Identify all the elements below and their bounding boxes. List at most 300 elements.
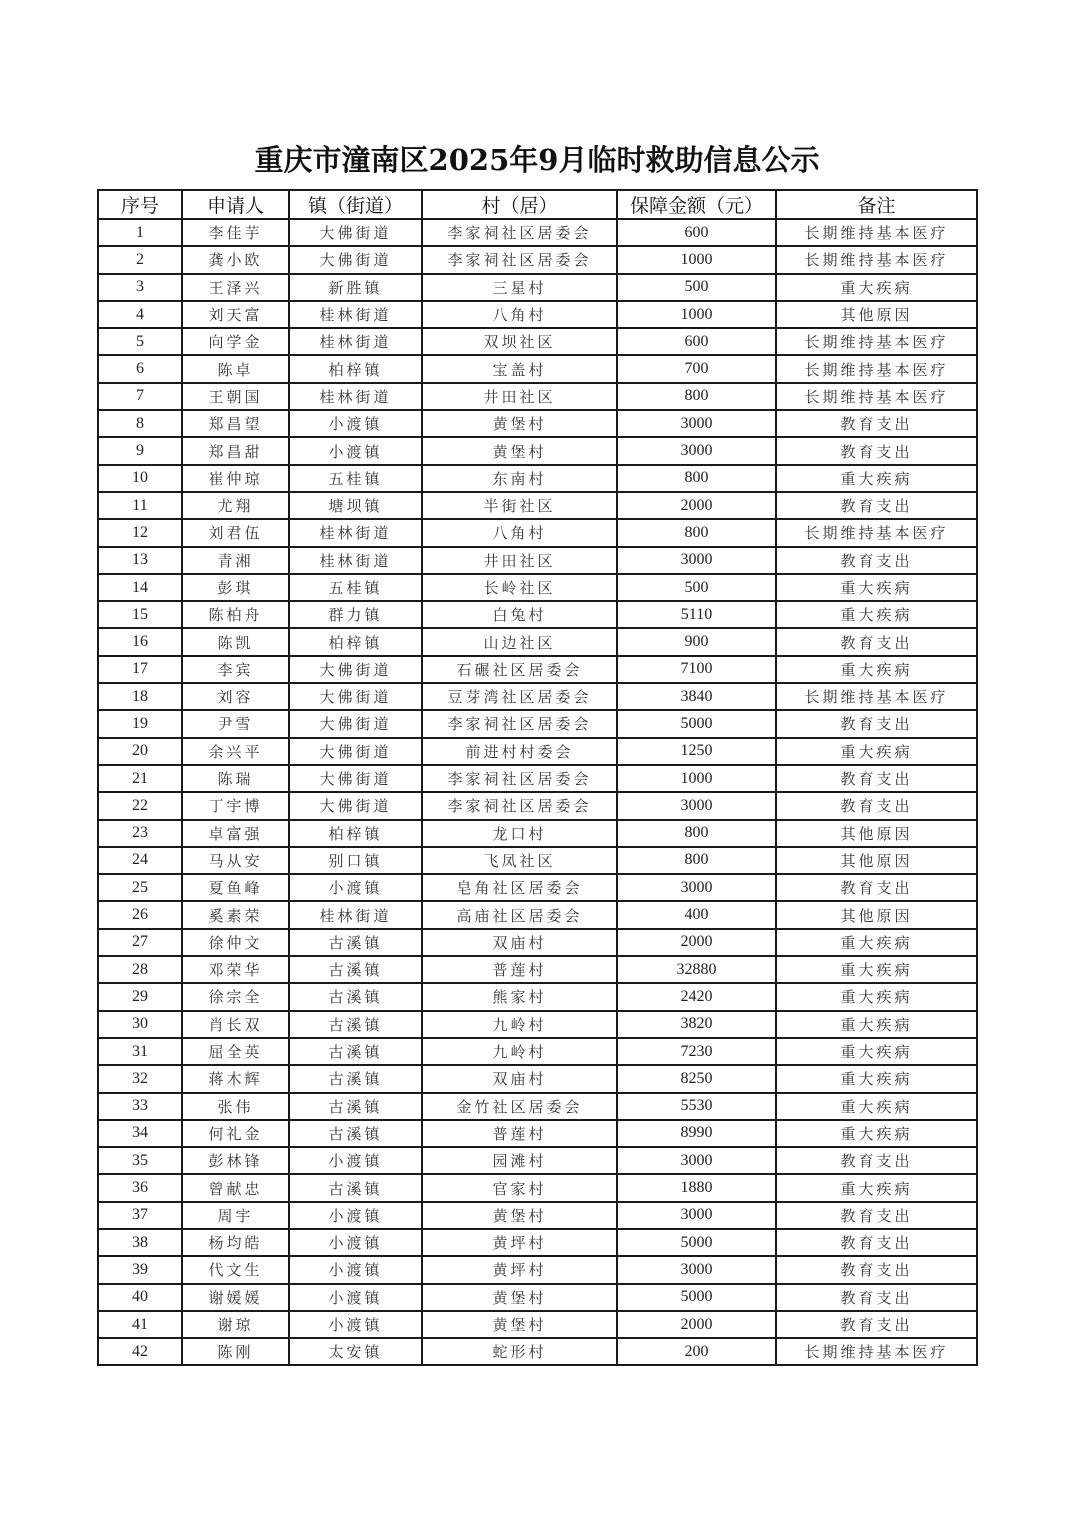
table-row xyxy=(98,792,977,819)
table-row xyxy=(98,1229,977,1256)
cell-serial: 1 xyxy=(98,219,182,246)
table-row xyxy=(98,1093,977,1120)
table-row xyxy=(98,1311,977,1338)
cell-serial: 35 xyxy=(98,1147,182,1174)
cell-amount: 700 xyxy=(617,355,776,382)
cell-applicant: 奚素荣 xyxy=(182,901,289,928)
cell-remarks: 其他原因 xyxy=(776,820,977,847)
cell-village: 黄坪村 xyxy=(422,1256,617,1283)
cell-applicant: 彭琪 xyxy=(182,574,289,601)
table-row xyxy=(98,1338,977,1365)
cell-serial: 11 xyxy=(98,492,182,519)
cell-serial: 19 xyxy=(98,710,182,737)
cell-amount: 600 xyxy=(617,328,776,355)
cell-amount: 3000 xyxy=(617,1147,776,1174)
cell-village: 李家祠社区居委会 xyxy=(422,219,617,246)
cell-amount: 3000 xyxy=(617,1256,776,1283)
cell-amount: 8250 xyxy=(617,1065,776,1092)
cell-town: 小渡镇 xyxy=(289,410,422,437)
cell-remarks: 重大疾病 xyxy=(776,929,977,956)
cell-serial: 23 xyxy=(98,820,182,847)
cell-amount: 800 xyxy=(617,847,776,874)
table-row xyxy=(98,1147,977,1174)
cell-amount: 3000 xyxy=(617,547,776,574)
cell-amount: 800 xyxy=(617,465,776,492)
cell-town: 桂林街道 xyxy=(289,328,422,355)
cell-village: 九岭村 xyxy=(422,1011,617,1038)
cell-applicant: 夏鱼峰 xyxy=(182,874,289,901)
cell-remarks: 教育支出 xyxy=(776,1147,977,1174)
cell-town: 大佛街道 xyxy=(289,710,422,737)
cell-applicant: 谢媛媛 xyxy=(182,1284,289,1311)
cell-applicant: 杨均皓 xyxy=(182,1229,289,1256)
cell-town: 古溪镇 xyxy=(289,1038,422,1065)
cell-town: 古溪镇 xyxy=(289,983,422,1010)
cell-serial: 32 xyxy=(98,1065,182,1092)
header-applicant: 申请人 xyxy=(182,190,289,219)
cell-village: 蛇形村 xyxy=(422,1338,617,1365)
cell-remarks: 长期维持基本医疗 xyxy=(776,355,977,382)
cell-amount: 1000 xyxy=(617,301,776,328)
table-row xyxy=(98,1284,977,1311)
cell-village: 高庙社区居委会 xyxy=(422,901,617,928)
cell-applicant: 徐仲文 xyxy=(182,929,289,956)
cell-village: 九岭村 xyxy=(422,1038,617,1065)
cell-village: 黄堡村 xyxy=(422,1202,617,1229)
table-row xyxy=(98,601,977,628)
cell-remarks: 重大疾病 xyxy=(776,274,977,301)
cell-amount: 1880 xyxy=(617,1174,776,1201)
cell-applicant: 尤翔 xyxy=(182,492,289,519)
cell-applicant: 崔仲琼 xyxy=(182,465,289,492)
cell-remarks: 重大疾病 xyxy=(776,1038,977,1065)
cell-serial: 33 xyxy=(98,1093,182,1120)
cell-town: 群力镇 xyxy=(289,601,422,628)
cell-applicant: 陈柏舟 xyxy=(182,601,289,628)
cell-village: 李家祠社区居委会 xyxy=(422,246,617,273)
cell-remarks: 教育支出 xyxy=(776,1284,977,1311)
table-row xyxy=(98,355,977,382)
cell-applicant: 刘君伍 xyxy=(182,519,289,546)
cell-town: 桂林街道 xyxy=(289,901,422,928)
cell-village: 李家祠社区居委会 xyxy=(422,710,617,737)
cell-amount: 500 xyxy=(617,574,776,601)
cell-serial: 42 xyxy=(98,1338,182,1365)
cell-serial: 5 xyxy=(98,328,182,355)
cell-village: 李家祠社区居委会 xyxy=(422,792,617,819)
cell-village: 熊家村 xyxy=(422,983,617,1010)
cell-town: 小渡镇 xyxy=(289,1284,422,1311)
cell-applicant: 肖长双 xyxy=(182,1011,289,1038)
cell-serial: 29 xyxy=(98,983,182,1010)
cell-village: 豆芽湾社区居委会 xyxy=(422,683,617,710)
cell-amount: 3000 xyxy=(617,437,776,464)
cell-remarks: 教育支出 xyxy=(776,1311,977,1338)
cell-applicant: 陈卓 xyxy=(182,355,289,382)
cell-applicant: 王泽兴 xyxy=(182,274,289,301)
cell-remarks: 其他原因 xyxy=(776,847,977,874)
cell-applicant: 向学金 xyxy=(182,328,289,355)
cell-remarks: 教育支出 xyxy=(776,628,977,655)
cell-serial: 4 xyxy=(98,301,182,328)
table-row xyxy=(98,1174,977,1201)
cell-applicant: 陈瑞 xyxy=(182,765,289,792)
cell-town: 小渡镇 xyxy=(289,1202,422,1229)
cell-applicant: 龚小欧 xyxy=(182,246,289,273)
cell-town: 桂林街道 xyxy=(289,519,422,546)
cell-amount: 2000 xyxy=(617,492,776,519)
cell-town: 古溪镇 xyxy=(289,1065,422,1092)
cell-applicant: 邓荣华 xyxy=(182,956,289,983)
cell-applicant: 周宇 xyxy=(182,1202,289,1229)
cell-village: 黄堡村 xyxy=(422,1311,617,1338)
cell-remarks: 重大疾病 xyxy=(776,983,977,1010)
cell-town: 古溪镇 xyxy=(289,1093,422,1120)
cell-serial: 31 xyxy=(98,1038,182,1065)
table-row xyxy=(98,983,977,1010)
cell-applicant: 郑昌甜 xyxy=(182,437,289,464)
cell-town: 柏梓镇 xyxy=(289,355,422,382)
cell-village: 金竹社区居委会 xyxy=(422,1093,617,1120)
cell-remarks: 重大疾病 xyxy=(776,1174,977,1201)
cell-amount: 800 xyxy=(617,519,776,546)
header-village: 村（居） xyxy=(422,190,617,219)
table-row xyxy=(98,1120,977,1147)
cell-serial: 34 xyxy=(98,1120,182,1147)
cell-applicant: 尹雪 xyxy=(182,710,289,737)
relief-table xyxy=(97,189,978,1366)
cell-amount: 2000 xyxy=(617,1311,776,1338)
cell-remarks: 长期维持基本医疗 xyxy=(776,246,977,273)
cell-amount: 500 xyxy=(617,274,776,301)
cell-amount: 2000 xyxy=(617,929,776,956)
table-row xyxy=(98,1202,977,1229)
cell-town: 古溪镇 xyxy=(289,1120,422,1147)
cell-serial: 15 xyxy=(98,601,182,628)
cell-remarks: 重大疾病 xyxy=(776,1065,977,1092)
cell-village: 飞凤社区 xyxy=(422,847,617,874)
cell-town: 小渡镇 xyxy=(289,1147,422,1174)
cell-serial: 40 xyxy=(98,1284,182,1311)
cell-amount: 3000 xyxy=(617,792,776,819)
cell-remarks: 其他原因 xyxy=(776,301,977,328)
cell-village: 双坝社区 xyxy=(422,328,617,355)
cell-remarks: 教育支出 xyxy=(776,1202,977,1229)
cell-town: 五桂镇 xyxy=(289,574,422,601)
table-row xyxy=(98,328,977,355)
cell-serial: 7 xyxy=(98,383,182,410)
cell-serial: 16 xyxy=(98,628,182,655)
cell-amount: 5000 xyxy=(617,1229,776,1256)
table-row xyxy=(98,929,977,956)
cell-amount: 3000 xyxy=(617,874,776,901)
table-row xyxy=(98,492,977,519)
cell-village: 长岭社区 xyxy=(422,574,617,601)
header-serial: 序号 xyxy=(98,190,182,219)
table-row xyxy=(98,765,977,792)
cell-town: 小渡镇 xyxy=(289,874,422,901)
cell-amount: 3000 xyxy=(617,1202,776,1229)
cell-amount: 600 xyxy=(617,219,776,246)
table-row xyxy=(98,410,977,437)
cell-serial: 12 xyxy=(98,519,182,546)
cell-serial: 30 xyxy=(98,1011,182,1038)
cell-village: 三星村 xyxy=(422,274,617,301)
header-remarks: 备注 xyxy=(776,190,977,219)
cell-remarks: 教育支出 xyxy=(776,792,977,819)
cell-remarks: 重大疾病 xyxy=(776,601,977,628)
cell-remarks: 重大疾病 xyxy=(776,956,977,983)
cell-amount: 400 xyxy=(617,901,776,928)
cell-serial: 27 xyxy=(98,929,182,956)
cell-applicant: 张伟 xyxy=(182,1093,289,1120)
cell-serial: 6 xyxy=(98,355,182,382)
table-row xyxy=(98,656,977,683)
cell-town: 桂林街道 xyxy=(289,301,422,328)
cell-serial: 10 xyxy=(98,465,182,492)
cell-remarks: 教育支出 xyxy=(776,437,977,464)
cell-serial: 39 xyxy=(98,1256,182,1283)
table-row xyxy=(98,874,977,901)
cell-serial: 36 xyxy=(98,1174,182,1201)
cell-serial: 38 xyxy=(98,1229,182,1256)
cell-applicant: 陈刚 xyxy=(182,1338,289,1365)
cell-amount: 200 xyxy=(617,1338,776,1365)
cell-village: 白兔村 xyxy=(422,601,617,628)
cell-village: 普莲村 xyxy=(422,956,617,983)
cell-town: 别口镇 xyxy=(289,847,422,874)
cell-serial: 37 xyxy=(98,1202,182,1229)
cell-town: 桂林街道 xyxy=(289,383,422,410)
cell-town: 柏梓镇 xyxy=(289,628,422,655)
cell-town: 小渡镇 xyxy=(289,1229,422,1256)
cell-serial: 18 xyxy=(98,683,182,710)
cell-amount: 3820 xyxy=(617,1011,776,1038)
page-title: 重庆市潼南区2025年9月临时救助信息公示 xyxy=(254,143,820,177)
cell-serial: 14 xyxy=(98,574,182,601)
cell-amount: 8990 xyxy=(617,1120,776,1147)
cell-remarks: 重大疾病 xyxy=(776,574,977,601)
cell-serial: 41 xyxy=(98,1311,182,1338)
cell-town: 新胜镇 xyxy=(289,274,422,301)
cell-remarks: 教育支出 xyxy=(776,492,977,519)
cell-amount: 1000 xyxy=(617,765,776,792)
cell-town: 大佛街道 xyxy=(289,219,422,246)
cell-town: 古溪镇 xyxy=(289,1011,422,1038)
table-row xyxy=(98,519,977,546)
cell-remarks: 长期维持基本医疗 xyxy=(776,328,977,355)
cell-applicant: 蒋木辉 xyxy=(182,1065,289,1092)
cell-village: 宝盖村 xyxy=(422,355,617,382)
cell-village: 井田社区 xyxy=(422,383,617,410)
cell-town: 大佛街道 xyxy=(289,246,422,273)
cell-applicant: 代文生 xyxy=(182,1256,289,1283)
cell-town: 桂林街道 xyxy=(289,547,422,574)
table-body xyxy=(98,219,977,1365)
cell-applicant: 丁宇博 xyxy=(182,792,289,819)
header-amount: 保障金额（元） xyxy=(617,190,776,219)
table-row xyxy=(98,246,977,273)
cell-village: 黄堡村 xyxy=(422,437,617,464)
cell-amount: 5530 xyxy=(617,1093,776,1120)
cell-town: 大佛街道 xyxy=(289,738,422,765)
cell-village: 石碾社区居委会 xyxy=(422,656,617,683)
table-row xyxy=(98,274,977,301)
cell-village: 李家祠社区居委会 xyxy=(422,765,617,792)
table-row xyxy=(98,901,977,928)
cell-village: 山边社区 xyxy=(422,628,617,655)
cell-town: 大佛街道 xyxy=(289,765,422,792)
table-row xyxy=(98,710,977,737)
table-row xyxy=(98,628,977,655)
cell-applicant: 屈全英 xyxy=(182,1038,289,1065)
cell-serial: 3 xyxy=(98,274,182,301)
cell-village: 官家村 xyxy=(422,1174,617,1201)
cell-applicant: 王朝国 xyxy=(182,383,289,410)
cell-amount: 5000 xyxy=(617,1284,776,1311)
cell-village: 双庙村 xyxy=(422,929,617,956)
cell-applicant: 刘容 xyxy=(182,683,289,710)
cell-applicant: 刘天富 xyxy=(182,301,289,328)
cell-applicant: 卓富强 xyxy=(182,820,289,847)
cell-serial: 28 xyxy=(98,956,182,983)
cell-town: 大佛街道 xyxy=(289,656,422,683)
table-row xyxy=(98,219,977,246)
cell-amount: 5000 xyxy=(617,710,776,737)
cell-applicant: 余兴平 xyxy=(182,738,289,765)
cell-serial: 13 xyxy=(98,547,182,574)
cell-town: 太安镇 xyxy=(289,1338,422,1365)
cell-remarks: 教育支出 xyxy=(776,410,977,437)
cell-amount: 800 xyxy=(617,383,776,410)
cell-remarks: 重大疾病 xyxy=(776,656,977,683)
cell-remarks: 长期维持基本医疗 xyxy=(776,683,977,710)
cell-amount: 3840 xyxy=(617,683,776,710)
cell-amount: 1000 xyxy=(617,246,776,273)
cell-town: 塘坝镇 xyxy=(289,492,422,519)
cell-village: 八角村 xyxy=(422,301,617,328)
cell-town: 小渡镇 xyxy=(289,437,422,464)
cell-town: 大佛街道 xyxy=(289,792,422,819)
cell-amount: 800 xyxy=(617,820,776,847)
cell-serial: 20 xyxy=(98,738,182,765)
table-row xyxy=(98,683,977,710)
table-row xyxy=(98,1065,977,1092)
cell-applicant: 李佳芋 xyxy=(182,219,289,246)
cell-town: 五桂镇 xyxy=(289,465,422,492)
cell-remarks: 重大疾病 xyxy=(776,1011,977,1038)
cell-village: 黄坪村 xyxy=(422,1229,617,1256)
table-row xyxy=(98,465,977,492)
cell-applicant: 郑昌望 xyxy=(182,410,289,437)
cell-applicant: 陈凯 xyxy=(182,628,289,655)
cell-village: 普莲村 xyxy=(422,1120,617,1147)
cell-remarks: 其他原因 xyxy=(776,901,977,928)
cell-amount: 32880 xyxy=(617,956,776,983)
cell-village: 八角村 xyxy=(422,519,617,546)
cell-amount: 1250 xyxy=(617,738,776,765)
table-row xyxy=(98,547,977,574)
cell-town: 柏梓镇 xyxy=(289,820,422,847)
table-row xyxy=(98,738,977,765)
table-row xyxy=(98,301,977,328)
table-row xyxy=(98,847,977,874)
table-row xyxy=(98,820,977,847)
cell-village: 井田社区 xyxy=(422,547,617,574)
cell-amount: 7100 xyxy=(617,656,776,683)
cell-amount: 3000 xyxy=(617,410,776,437)
table-row xyxy=(98,1256,977,1283)
cell-applicant: 曾献忠 xyxy=(182,1174,289,1201)
cell-village: 龙口村 xyxy=(422,820,617,847)
cell-remarks: 教育支出 xyxy=(776,765,977,792)
cell-serial: 24 xyxy=(98,847,182,874)
cell-serial: 8 xyxy=(98,410,182,437)
cell-applicant: 徐宗全 xyxy=(182,983,289,1010)
cell-town: 古溪镇 xyxy=(289,929,422,956)
table-row xyxy=(98,1011,977,1038)
cell-remarks: 教育支出 xyxy=(776,547,977,574)
cell-remarks: 重大疾病 xyxy=(776,465,977,492)
cell-village: 园滩村 xyxy=(422,1147,617,1174)
cell-village: 双庙村 xyxy=(422,1065,617,1092)
cell-serial: 17 xyxy=(98,656,182,683)
cell-village: 皂角社区居委会 xyxy=(422,874,617,901)
cell-amount: 5110 xyxy=(617,601,776,628)
cell-amount: 2420 xyxy=(617,983,776,1010)
cell-town: 小渡镇 xyxy=(289,1256,422,1283)
table-row xyxy=(98,383,977,410)
cell-remarks: 长期维持基本医疗 xyxy=(776,519,977,546)
cell-applicant: 青湘 xyxy=(182,547,289,574)
cell-serial: 2 xyxy=(98,246,182,273)
cell-serial: 26 xyxy=(98,901,182,928)
cell-serial: 9 xyxy=(98,437,182,464)
cell-remarks: 重大疾病 xyxy=(776,1093,977,1120)
cell-applicant: 彭林锋 xyxy=(182,1147,289,1174)
cell-remarks: 教育支出 xyxy=(776,1229,977,1256)
cell-serial: 21 xyxy=(98,765,182,792)
cell-village: 前进村村委会 xyxy=(422,738,617,765)
cell-remarks: 长期维持基本医疗 xyxy=(776,1338,977,1365)
table-row xyxy=(98,437,977,464)
table-row xyxy=(98,956,977,983)
cell-remarks: 长期维持基本医疗 xyxy=(776,383,977,410)
cell-village: 半街社区 xyxy=(422,492,617,519)
cell-applicant: 谢琼 xyxy=(182,1311,289,1338)
cell-village: 东南村 xyxy=(422,465,617,492)
cell-serial: 25 xyxy=(98,874,182,901)
cell-remarks: 重大疾病 xyxy=(776,738,977,765)
cell-town: 古溪镇 xyxy=(289,956,422,983)
cell-remarks: 教育支出 xyxy=(776,710,977,737)
header-town: 镇（街道） xyxy=(289,190,422,219)
cell-town: 古溪镇 xyxy=(289,1174,422,1201)
cell-village: 黄堡村 xyxy=(422,1284,617,1311)
cell-town: 小渡镇 xyxy=(289,1311,422,1338)
cell-serial: 22 xyxy=(98,792,182,819)
cell-remarks: 重大疾病 xyxy=(776,1120,977,1147)
cell-amount: 7230 xyxy=(617,1038,776,1065)
cell-town: 大佛街道 xyxy=(289,683,422,710)
cell-amount: 900 xyxy=(617,628,776,655)
table-header-row xyxy=(98,190,977,219)
table-row xyxy=(98,1038,977,1065)
cell-applicant: 马从安 xyxy=(182,847,289,874)
cell-remarks: 长期维持基本医疗 xyxy=(776,219,977,246)
table-row xyxy=(98,574,977,601)
cell-village: 黄堡村 xyxy=(422,410,617,437)
